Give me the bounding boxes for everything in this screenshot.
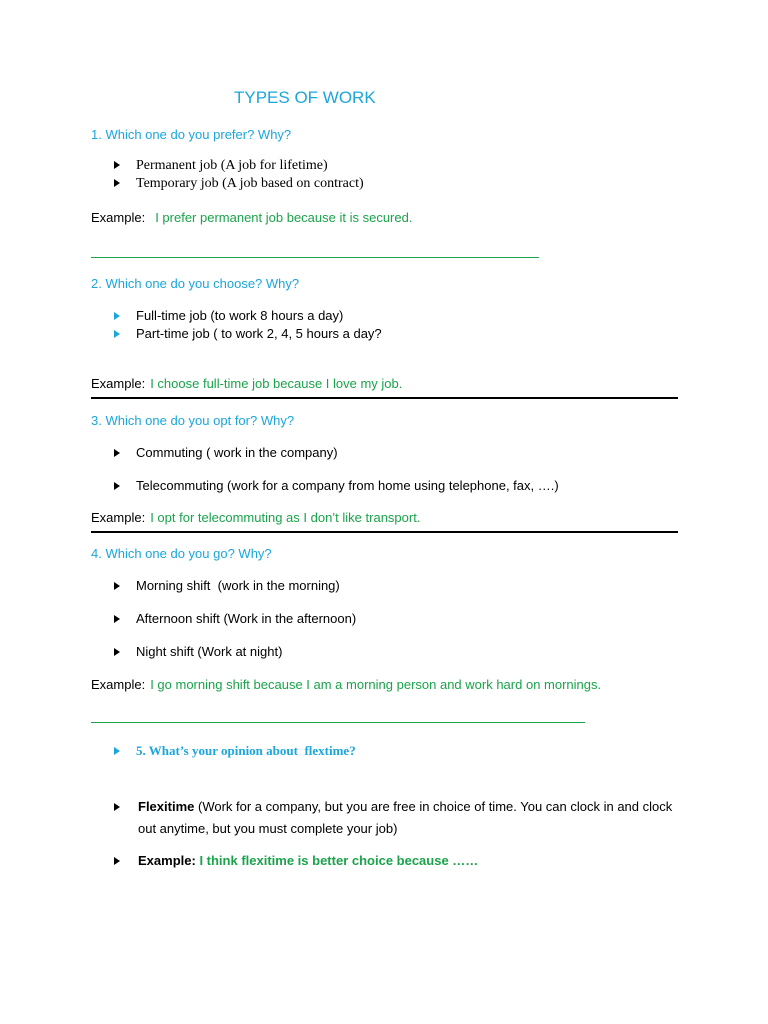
list-item: [114, 176, 364, 192]
example-label: Example:: [91, 210, 146, 225]
example-label: Example:: [91, 677, 146, 692]
example-label: Example:: [91, 376, 146, 391]
bullet-arrow-icon: [114, 312, 120, 320]
option-label: Telecommuting (work for a company from home using telephone, fax, ….): [136, 478, 559, 493]
divider: [91, 257, 539, 258]
bullet-arrow-icon: [114, 449, 120, 457]
question-5-text: 5. What’s your opinion about flextime?: [136, 743, 356, 758]
option-label: Night shift (Work at night): [136, 644, 283, 659]
option-label: Afternoon shift (Work in the afternoon): [136, 611, 357, 626]
option-label: Temporary job (A job based on contract): [136, 176, 364, 191]
question-4: 4. Which one do you go? Why?: [91, 546, 272, 561]
list-item: [114, 611, 356, 626]
example-1: [91, 210, 412, 225]
option-label: Morning shift (work in the morning): [136, 578, 340, 593]
flexitime-term: Flexitime: [138, 799, 195, 814]
question-1: 1. Which one do you prefer? Why?: [91, 127, 292, 142]
bullet-arrow-icon: [114, 482, 120, 490]
example-answer: I choose full-time job because I love my job.: [150, 376, 403, 391]
question-3: 3. Which one do you opt for? Why?: [91, 413, 295, 428]
option-label: Commuting ( work in the company): [136, 445, 338, 460]
bullet-arrow-icon: [114, 161, 120, 169]
bullet-arrow-icon: [114, 857, 120, 865]
example-answer: I prefer permanent job because it is secured.: [155, 210, 413, 225]
divider: [91, 531, 678, 533]
list-item: [114, 478, 559, 493]
example-answer: I think flexitime is better choice because ……: [199, 853, 479, 868]
bullet-arrow-icon: [114, 615, 120, 623]
page-title: TYPES OF WORK: [234, 88, 376, 107]
divider: [91, 722, 585, 723]
example-label: Example:: [138, 853, 196, 868]
option-label: Full-time job (to work 8 hours a day): [136, 308, 344, 323]
bullet-arrow-icon: [114, 179, 120, 187]
example-answer: I go morning shift because I am a morning person and work hard on mornings.: [150, 677, 602, 692]
list-item: [114, 578, 340, 593]
flexitime-item: [114, 796, 674, 840]
option-label: Part-time job ( to work 2, 4, 5 hours a day?: [136, 326, 382, 341]
bullet-arrow-icon: [114, 803, 120, 811]
divider: [91, 397, 678, 399]
example-answer: I opt for telecommuting as I don’t like transport.: [150, 510, 421, 525]
list-item: [114, 326, 382, 341]
example-4: [91, 677, 601, 692]
flexitime-definition: (Work for a company, but you are free in choice of time. You can clock in and clock out anytime, but you must complete your job): [138, 799, 673, 836]
bullet-arrow-icon: [114, 648, 120, 656]
list-item: [114, 158, 328, 174]
question-2: 2. Which one do you choose? Why?: [91, 276, 300, 291]
bullet-arrow-icon: [114, 330, 120, 338]
example-5: [114, 850, 674, 872]
list-item: [114, 308, 343, 323]
example-3: [91, 510, 420, 525]
bullet-arrow-icon: [114, 582, 120, 590]
example-2: [91, 376, 402, 391]
list-item: [114, 644, 282, 659]
list-item: [114, 445, 338, 460]
question-5: [114, 743, 356, 759]
option-label: Permanent job (A job for lifetime): [136, 158, 328, 173]
bullet-arrow-icon: [114, 747, 120, 755]
example-label: Example:: [91, 510, 146, 525]
